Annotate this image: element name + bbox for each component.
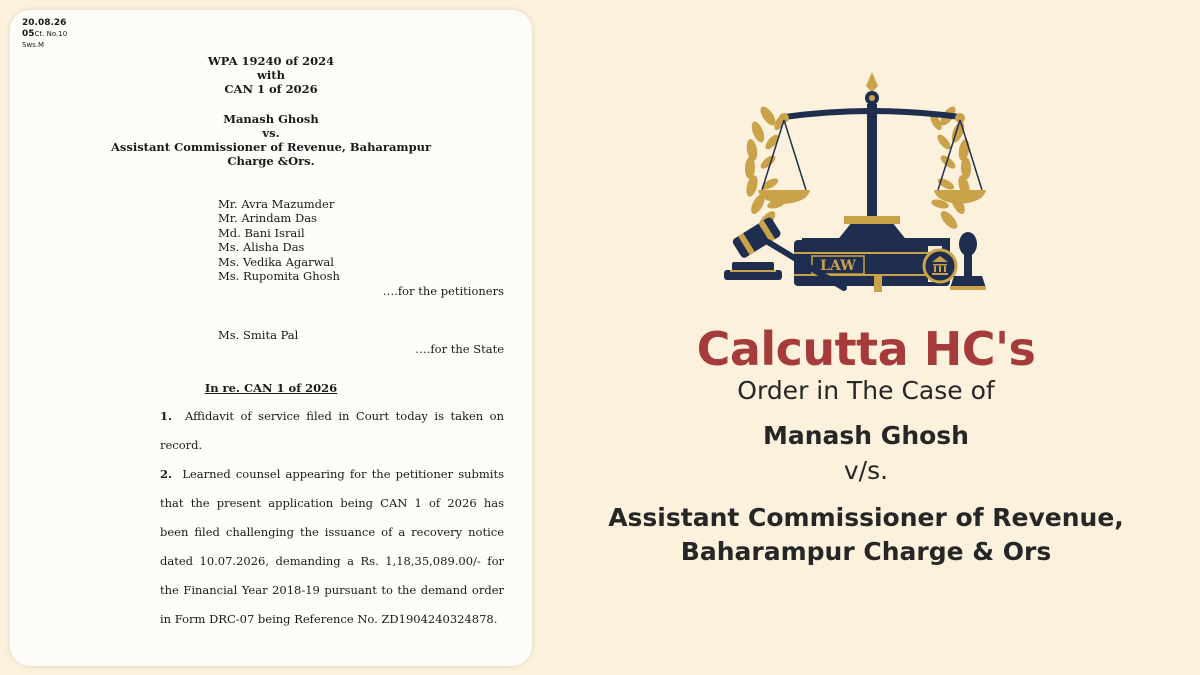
for-state: ….for the State [415,342,504,356]
respondent-name-cont: Charge &Ors. [227,154,315,168]
counsel-6: Ms. Rupomita Ghosh [218,269,340,283]
headline-respondent-cont: Baharampur Charge & Ors [680,537,1052,566]
paragraph-2-text: Learned counsel appearing for the petitioner submits that the present application being CAN 1 of 2026 has been filed challenging the issuance of a recovery notice dated 10.07.2026, demanding a Rs. 1,18,35,089.00/- for the Financial Year 2018-19 pursuant to the demand order in Form DRC-07 being Reference No. ZD1904240324878. [160,467,504,626]
laurel-left-icon [744,104,788,231]
headline-title: Calcutta HC's [696,322,1036,376]
counsel-4: Ms. Alisha Das [218,240,305,254]
paragraph-2-number: 2. [160,467,173,481]
application-number: CAN 1 of 2026 [224,82,318,96]
for-petitioners: ….for the petitioners [382,284,504,298]
paragraph-2 [160,460,504,634]
in-re-heading: In re. CAN 1 of 2026 [204,381,338,395]
headline-line-1: Order in The Case of [737,376,995,405]
case-with: with [257,68,285,82]
paragraph-1-text: Affidavit of service filed in Court today is taken on record. [160,409,504,452]
book-label: LAW [820,258,856,274]
court-number: Ct. No.10 [34,30,68,38]
law-book-icon [794,238,956,292]
justice-scales-emblem [712,66,1004,302]
headline-respondent: Assistant Commissioner of Revenue, [608,503,1124,532]
laurel-right-icon [928,104,972,231]
respondent-name: Assistant Commissioner of Revenue, Baharampur [110,140,432,154]
counsel-5: Ms. Vedika Agarwal [218,255,334,269]
initials: Sws.M [22,41,45,49]
order-date: 20.08.26 [22,18,67,28]
state-counsel: Ms. Smita Pal [218,328,299,342]
paragraph-1 [160,402,504,460]
court-order-document [10,10,532,666]
headline-versus: v/s. [843,456,889,485]
counsel-1: Mr. Avra Mazumder [218,197,335,211]
headline-petitioner: Manash Ghosh [763,421,969,450]
petitioner-name: Manash Ghosh [223,112,319,126]
versus: vs. [262,126,280,140]
case-number: WPA 19240 of 2024 [207,54,335,68]
counsel-3: Md. Bani Israil [218,226,305,240]
paragraph-1-number: 1. [160,409,173,423]
serial-number: 05 [22,29,35,39]
counsel-2: Mr. Arindam Das [218,211,317,225]
order-meta [22,18,67,51]
